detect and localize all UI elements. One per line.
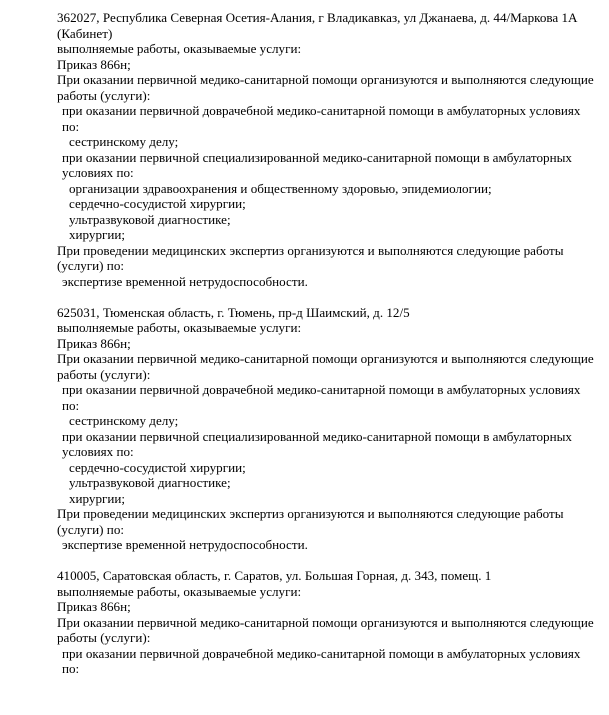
service-item: организации здравоохранения и общественному здоровью, эпидемиологии; [69,180,492,196]
primary-care-intro: При оказании первичной медико-санитарной помощи организуются и выполняются следующие работы (услуги): [57,614,597,645]
order-reference: Приказ 866н; [57,599,131,614]
prehospital-care-outpatient: при оказании первичной доврачебной медико-санитарной помощи в амбулаторных условиях по: [62,645,584,676]
works-heading: выполняемые работы, оказываемые услуги: [57,320,302,335]
works-heading: выполняемые работы, оказываемые услуги: [57,41,302,56]
service-item: экспертизе временной нетрудоспособности. [62,537,308,552]
order-reference: Приказ 866н; [57,56,131,72]
service-item: хирургии; [69,227,126,242]
medical-expertise-intro: При проведении медицинских экспертиз организуются и выполняются следующие работы (услуги) по: [57,242,567,273]
service-item: экспертизе временной нетрудоспособности. [62,273,308,289]
specialized-care-outpatient: при оказании первичной специализированной медико-санитарной помощи в амбулаторных условиях по: [62,428,576,459]
service-item: сердечно-сосудистой хирургии; [69,459,246,475]
address-section [57,568,597,677]
primary-care-intro: При оказании первичной медико-санитарной помощи организуются и выполняются следующие работы (услуги): [57,72,597,103]
service-item: сердечно-сосудистой хирургии; [69,196,246,211]
address-line: 625031, Тюменская область, г. Тюмень, пр-д Шаимский, д. 12/5 [57,304,410,320]
address-section [57,305,597,553]
medical-expertise-intro: При проведении медицинских экспертиз организуются и выполняются следующие работы (услуги) по: [57,506,567,537]
service-item: сестринскому делу; [69,413,179,428]
service-item: хирургии; [69,490,126,506]
prehospital-care-outpatient: при оказании первичной доврачебной медико-санитарной помощи в амбулаторных условиях по: [62,103,584,134]
service-item: ультразвуковой диагностике; [69,475,231,490]
address-line: 410005, Саратовская область, г. Саратов, ул. Большая Горная, д. 343, помещ. 1 [57,568,492,583]
specialized-care-outpatient: при оказании первичной специализированной медико-санитарной помощи в амбулаторных условиях по: [62,149,576,180]
address-section [57,10,597,289]
order-reference: Приказ 866н; [57,335,131,351]
service-item: ультразвуковой диагностике; [69,211,231,227]
address-line: 362027, Республика Северная Осетия-Алания, г Владикавказ, ул Джанаева, д. 44/Маркова 1А (Кабинет) [57,10,581,41]
license-addresses-document [57,10,597,692]
primary-care-intro: При оказании первичной медико-санитарной помощи организуются и выполняются следующие работы (услуги): [57,351,597,382]
works-heading: выполняемые работы, оказываемые услуги: [57,583,302,599]
service-item: сестринскому делу; [69,134,179,149]
prehospital-care-outpatient: при оказании первичной доврачебной медико-санитарной помощи в амбулаторных условиях по: [62,382,584,413]
